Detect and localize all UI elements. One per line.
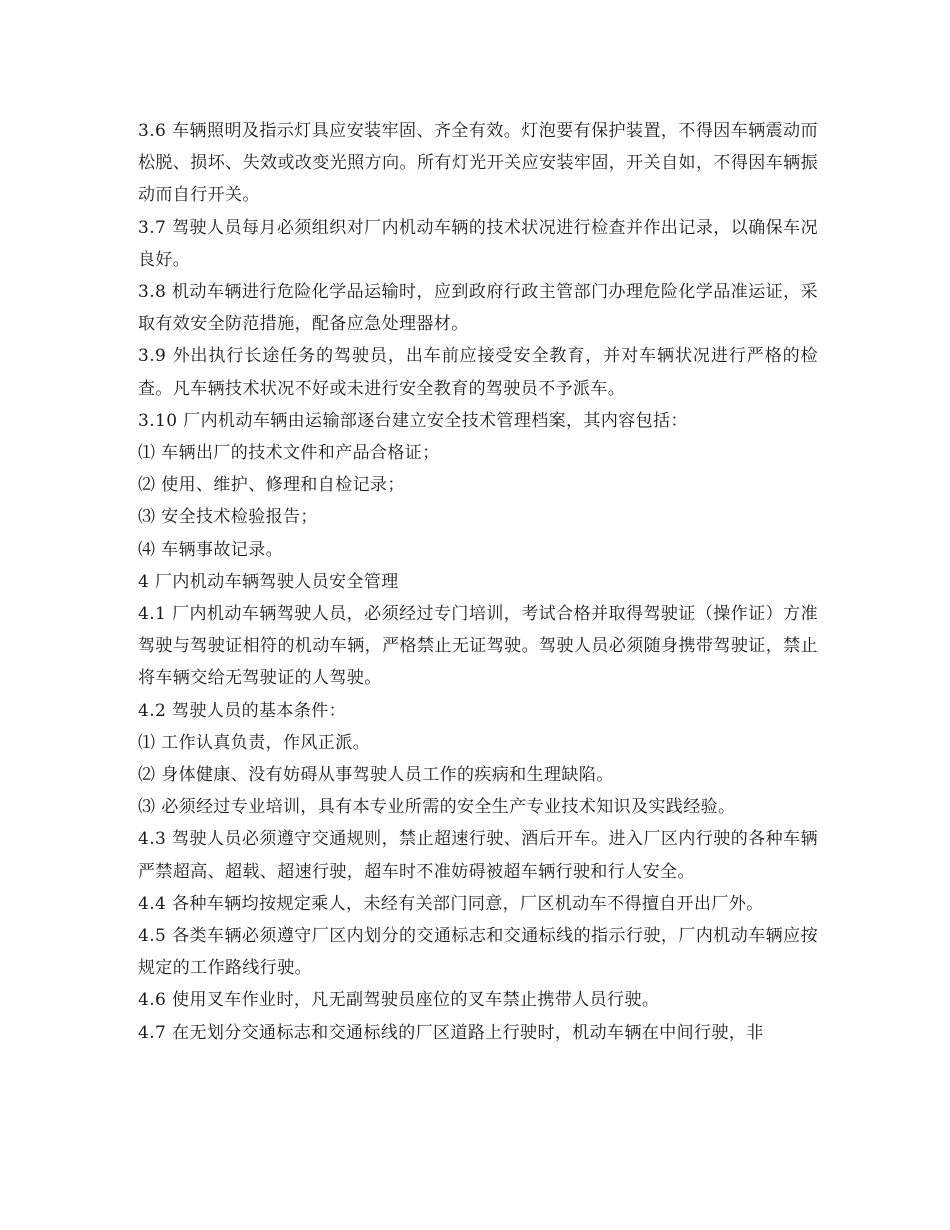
clause-3-10-item-3: ⑶ 安全技术检验报告； <box>138 507 318 528</box>
section-4-heading: 4 厂内机动车辆驾驶人员安全管理 <box>138 571 399 592</box>
clause-4-2-item-1: ⑴ 工作认真负责，作风正派。 <box>138 732 371 753</box>
clause-4-7: 4.7 在无划分交通标志和交通标线的厂区道路上行驶时，机动车辆在中间行驶，非 <box>138 1022 764 1043</box>
clause-3-10: 3.10 厂内机动车辆由运输部逐台建立安全技术管理档案，其内容包括： <box>138 410 688 431</box>
clause-3-8: 3.8 机动车辆进行危险化学品运输时，应到政府行政主管部门办理危险化学品准运证，采取有效安全防范措施，配备应急处理器材。 <box>138 282 818 335</box>
clause-3-6: 3.6 车辆照明及指示灯具应安装牢固、齐全有效。灯泡要有保护装置，不得因车辆震动而松脱、损坏、失效或改变光照方向。所有灯光开关应安装牢固，开关自如，不得因车辆振动而自行开关。 <box>138 121 818 206</box>
clause-3-10-item-4: ⑷ 车辆事故记录。 <box>138 539 284 560</box>
clause-4-2-item-2: ⑵ 身体健康、没有妨碍从事驾驶人员工作的疾病和生理缺陷。 <box>138 765 614 786</box>
clause-4-3: 4.3 驾驶人员必须遵守交通规则，禁止超速行驶、酒后开车。进入厂区内行驶的各种车辆严禁超高、超载、超速行驶，超车时不准妨碍被超车辆行驶和行人安全。 <box>138 829 818 882</box>
clause-4-2-item-3: ⑶ 必须经过专业培训，具有本专业所需的安全生产专业技术知识及实践经验。 <box>138 797 736 818</box>
clause-3-7: 3.7 驾驶人员每月必须组织对厂内机动车辆的技术状况进行检查并作出记录，以确保车况良好。 <box>138 217 818 270</box>
clause-3-9: 3.9 外出执行长途任务的驾驶员，出车前应接受安全教育，并对车辆状况进行严格的检查。凡车辆技术状况不好或未进行安全教育的驾驶员不予派车。 <box>138 346 818 399</box>
clause-3-10-item-1: ⑴ 车辆出厂的技术文件和产品合格证； <box>138 443 440 464</box>
clause-4-5: 4.5 各类车辆必须遵守厂区内划分的交通标志和交通标线的指示行驶，厂内机动车辆应按规定的工作路线行驶。 <box>138 926 818 979</box>
clause-4-4: 4.4 各种车辆均按规定乘人，未经有关部门同意，厂区机动车不得擅自开出厂外。 <box>138 893 764 914</box>
clause-4-2: 4.2 驾驶人员的基本条件： <box>138 700 347 721</box>
clause-4-6: 4.6 使用叉车作业时，凡无副驾驶员座位的叉车禁止携带人员行驶。 <box>138 990 660 1011</box>
document-body <box>138 115 818 1049</box>
clause-3-10-item-2: ⑵ 使用、维护、修理和自检记录； <box>138 475 405 496</box>
clause-4-1: 4.1 厂内机动车辆驾驶人员，必须经过专门培训，考试合格并取得驾驶证（操作证）方准驾驶与驾驶证相符的机动车辆，严格禁止无证驾驶。驾驶人员必须随身携带驾驶证，禁止将车辆交给无驾驶证的人驾驶。 <box>138 604 818 689</box>
